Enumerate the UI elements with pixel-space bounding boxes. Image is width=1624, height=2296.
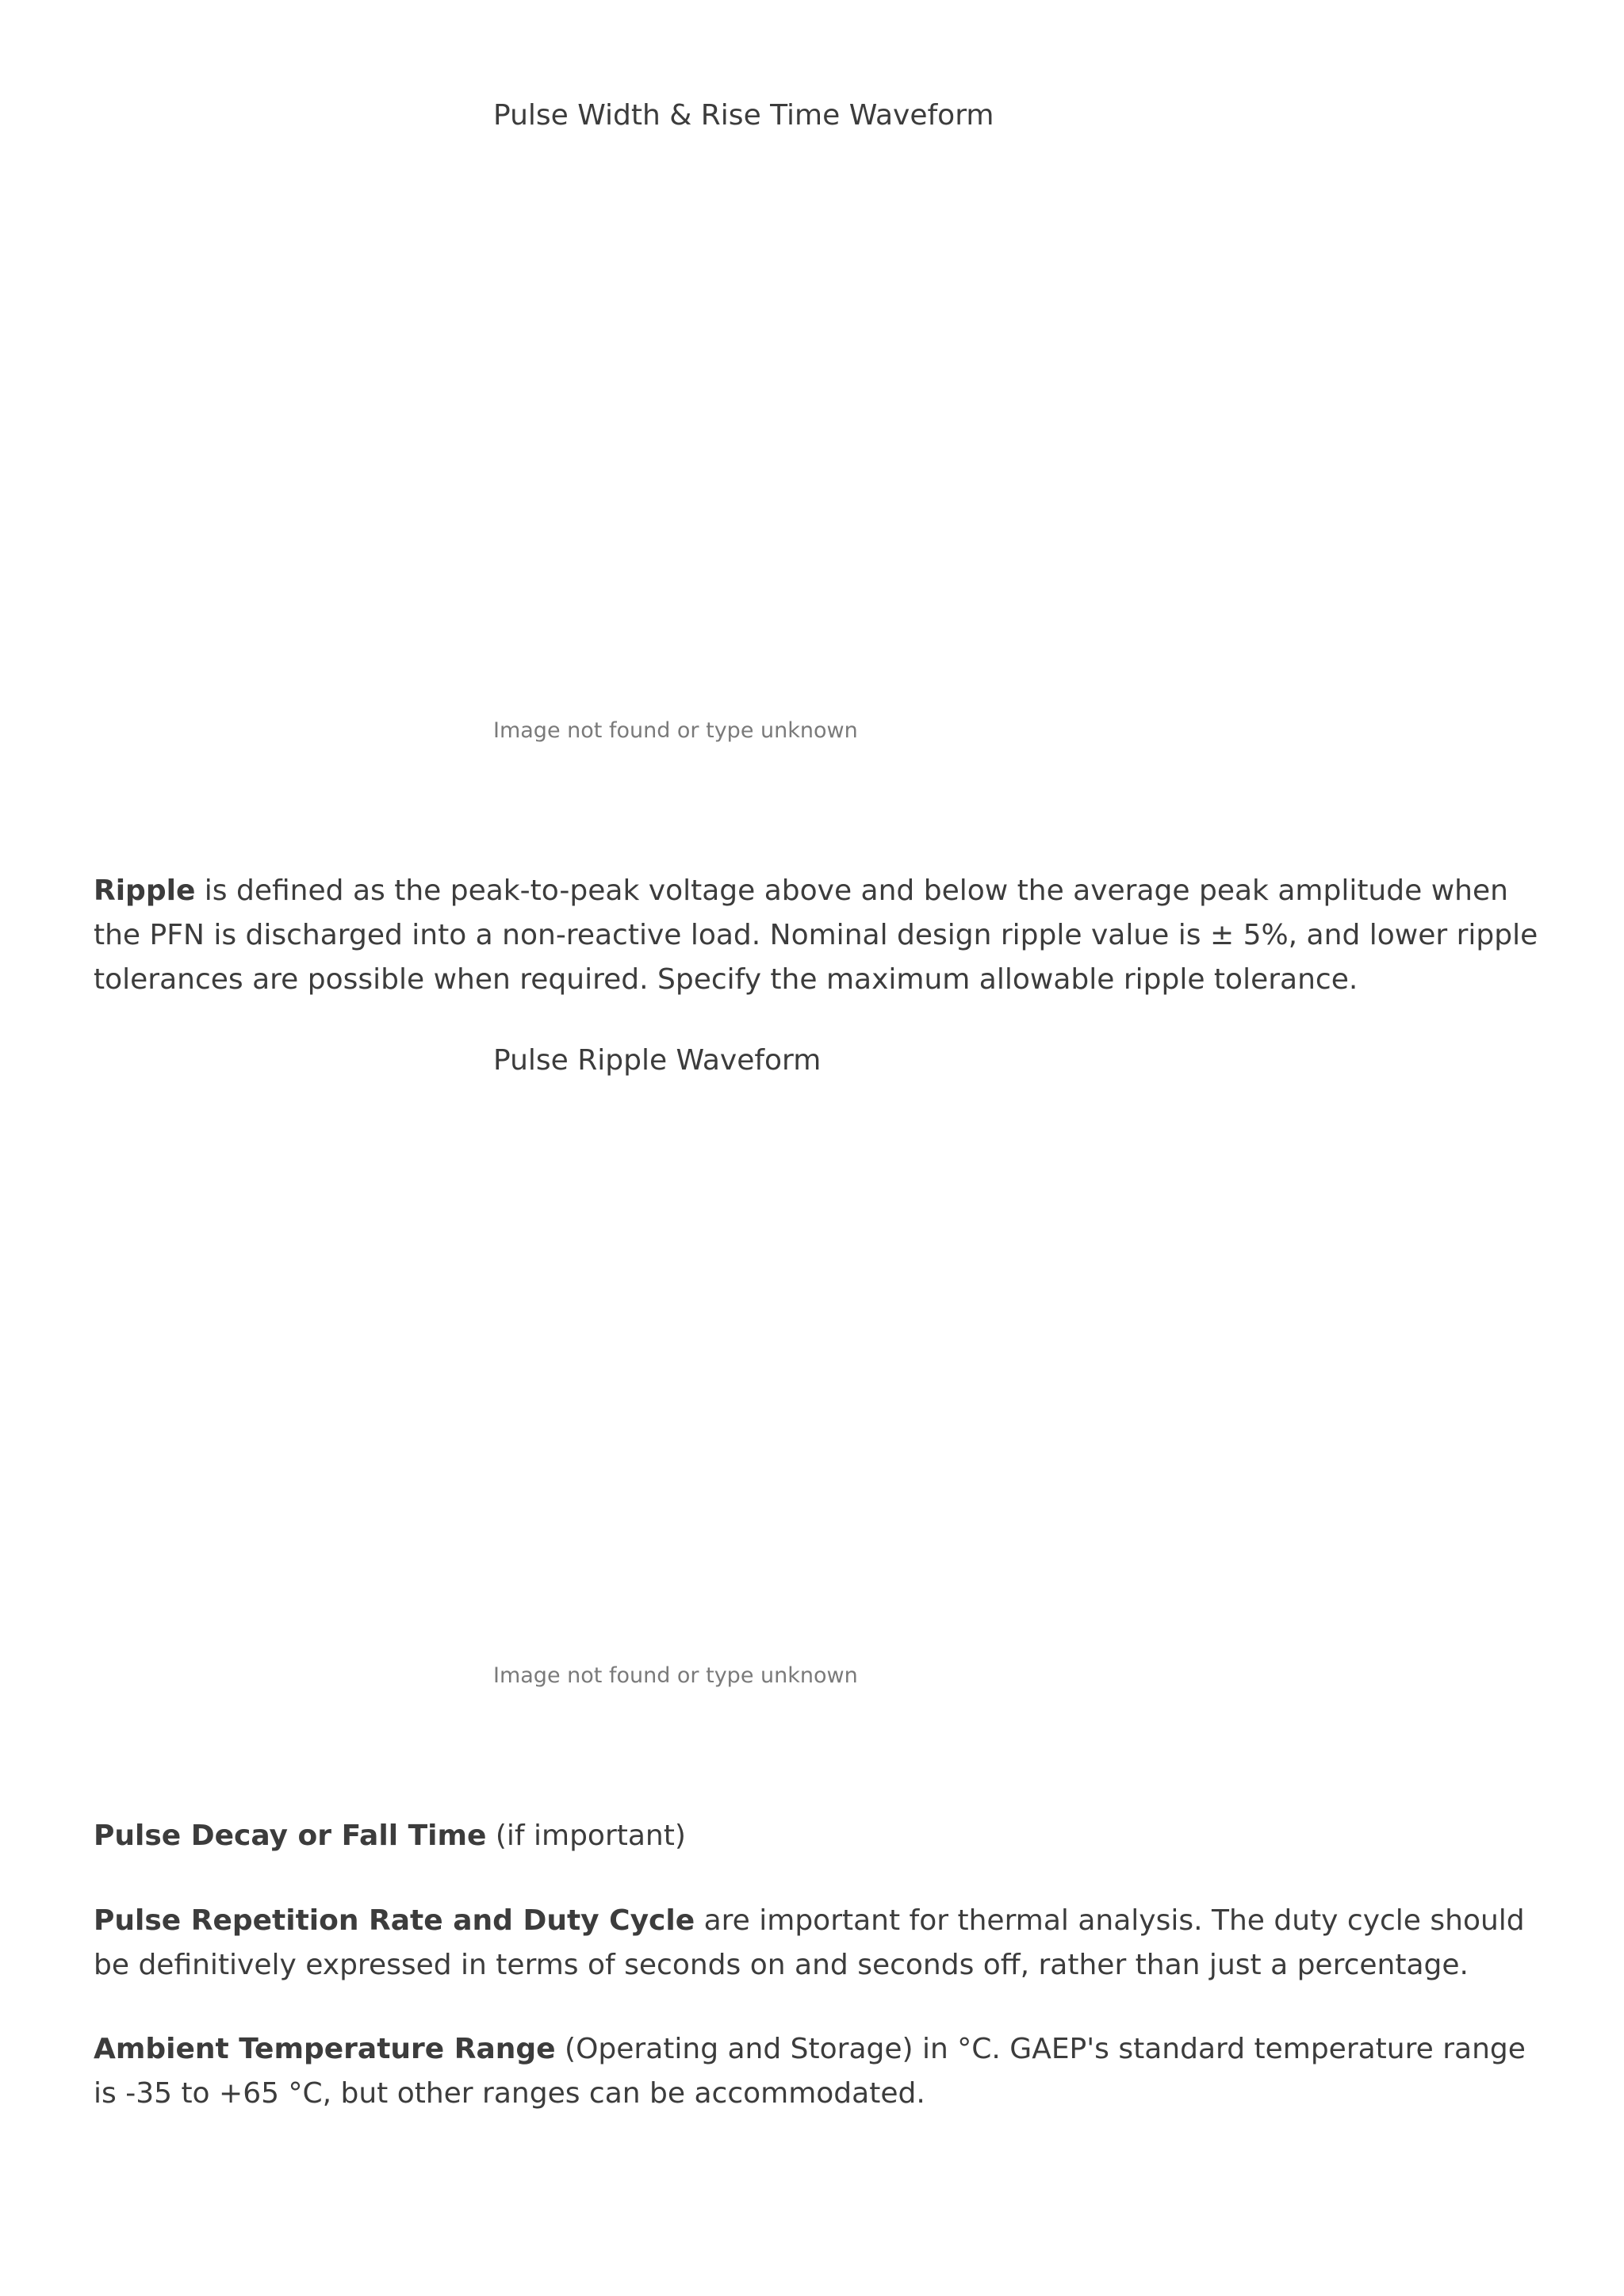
- term-ripple: Ripple: [94, 874, 196, 907]
- text-fall-time: (if important): [486, 1820, 686, 1852]
- paragraph-ambient-temperature: [94, 2027, 1545, 2116]
- image-placeholder-rise-time: Image not found or type unknown: [493, 718, 858, 743]
- image-placeholder-ripple: Image not found or type unknown: [493, 1663, 858, 1688]
- text-repetition-rate: are important for thermal analysis. The duty cycle should be definitively expressed in terms of seconds on and seconds off, rather than just a percentage.: [94, 1904, 1525, 1981]
- term-ambient-temperature: Ambient Temperature Range: [94, 2033, 556, 2065]
- paragraph-fall-time: [94, 1814, 1545, 1858]
- text-ripple: is defined as the peak-to-peak voltage above and below the average peak amplitude when the PFN is discharged into a non-reactive load. Nominal design ripple value is ± 5%, and lower ripple tolerances are possible when required. Specify the maximum allowable ripple tolerance.: [94, 874, 1538, 996]
- paragraph-ripple: [94, 869, 1545, 1002]
- term-fall-time: Pulse Decay or Fall Time: [94, 1820, 487, 1852]
- term-repetition-rate: Pulse Repetition Rate and Duty Cycle: [94, 1904, 695, 1937]
- paragraph-repetition-rate: [94, 1899, 1545, 1988]
- text-ambient-temperature: (Operating and Storage) in °C. GAEP's standard temperature range is -35 to +65 °C, but other ranges can be accommodated.: [94, 2033, 1526, 2110]
- figure-caption-rise-time: Pulse Width & Rise Time Waveform: [493, 99, 994, 132]
- figure-caption-ripple: Pulse Ripple Waveform: [493, 1044, 822, 1077]
